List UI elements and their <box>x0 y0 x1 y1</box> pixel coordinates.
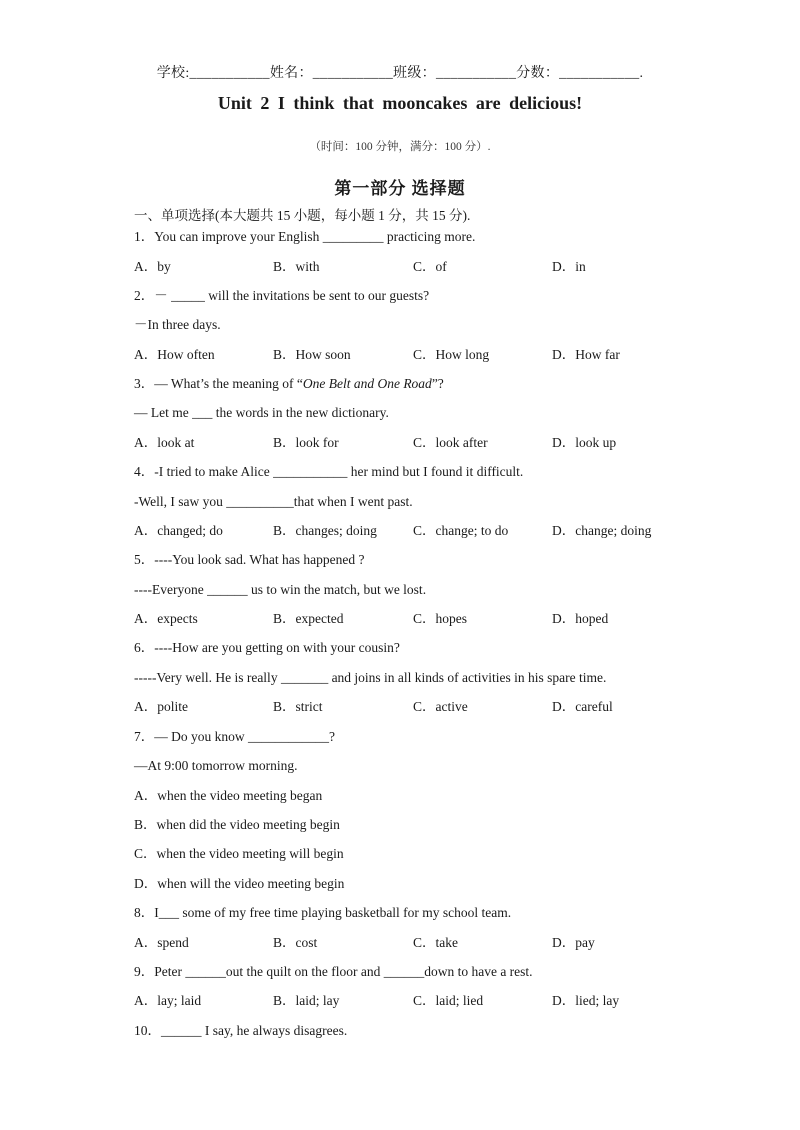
question-2-reply: －In three days. <box>134 317 221 332</box>
part-title: 第一部分 选择题 <box>334 179 466 198</box>
question-5-option-d: D．hoped <box>552 611 609 626</box>
question-4-option-c: C．change; to do <box>413 523 509 538</box>
question-1-option-b: B．with <box>273 259 320 274</box>
question-8-option-c: C．take <box>413 935 458 950</box>
question-7-option-d: D．when will the video meeting begin <box>134 876 345 891</box>
question-4-reply: -Well, I saw you __________that when I went past. <box>134 494 413 509</box>
question-5-option-c: C．hopes <box>413 611 467 626</box>
question-3-stem-pre: 3．— What’s the meaning of “ <box>134 376 303 391</box>
question-3-option-c: C．look after <box>413 435 488 450</box>
question-3-stem-post: ”? <box>431 376 444 391</box>
question-9-option-b: B．laid; lay <box>273 993 340 1008</box>
unit-title: Unit 2 I think that mooncakes are delicious! <box>217 93 583 113</box>
question-8-stem: 8．I___ some of my free time playing basketball for my school team. <box>134 905 512 920</box>
question-1-stem: 1．You can improve your English _________ practicing more. <box>134 229 476 244</box>
question-9-option-d: D．lied; lay <box>552 993 620 1008</box>
question-5-option-b: B．expected <box>273 611 344 626</box>
question-4-option-d: D．change; doing <box>552 523 652 538</box>
question-6-option-a: A．polite <box>134 699 188 714</box>
time-score-note: （时间：100 分钟，满分：100 分）. <box>309 141 491 153</box>
question-6-option-c: C．active <box>413 699 468 714</box>
question-2-stem: 2．－ _____ will the invitations be sent to our guests? <box>134 288 430 303</box>
question-1-option-d: D．in <box>552 259 586 274</box>
section-heading: 一、单项选择(本大题共 15 小题，每小题 1 分，共 15 分). <box>134 208 471 223</box>
question-8-option-d: D．pay <box>552 935 595 950</box>
question-8-option-a: A．spend <box>134 935 189 950</box>
question-3-option-b: B．look for <box>273 435 339 450</box>
question-2-option-d: D．How far <box>552 347 620 362</box>
question-4-stem: 4．-I tried to make Alice ___________ her mind but I found it difficult. <box>134 464 524 479</box>
question-4-option-b: B．changes; doing <box>273 523 377 538</box>
question-7-option-c: C．when the video meeting will begin <box>134 846 344 861</box>
question-5-option-a: A．expects <box>134 611 198 626</box>
question-8-option-b: B．cost <box>273 935 318 950</box>
question-4-option-a: A．changed; do <box>134 523 223 538</box>
question-1-option-c: C．of <box>413 259 447 274</box>
question-2-option-c: C．How long <box>413 347 490 362</box>
question-5-stem: 5．----You look sad. What has happened ? <box>134 552 365 567</box>
question-2-option-a: A．How often <box>134 347 215 362</box>
question-9-option-a: A．lay; laid <box>134 993 202 1008</box>
question-3-stem <box>134 374 444 394</box>
question-6-option-b: B．strict <box>273 699 323 714</box>
question-6-stem: 6．----How are you getting on with your cousin? <box>134 640 400 655</box>
question-10-stem: 10．______ I say, he always disagrees. <box>134 1023 348 1038</box>
question-3-option-d: D．look up <box>552 435 617 450</box>
question-7-stem: 7．— Do you know ____________? <box>134 729 335 744</box>
question-7-reply: —At 9:00 tomorrow morning. <box>134 758 298 773</box>
question-2-option-b: B．How soon <box>273 347 351 362</box>
question-3-reply: — Let me ___ the words in the new dictionary. <box>134 405 389 420</box>
question-7-option-b: B．when did the video meeting begin <box>134 817 340 832</box>
student-info-line: 学校:___________姓名：___________班级：___________分数：___________. <box>156 66 644 81</box>
question-5-reply: ----Everyone ______ us to win the match, but we lost. <box>134 582 427 597</box>
question-9-stem: 9．Peter ______out the quilt on the floor and ______down to have a rest. <box>134 964 533 979</box>
question-1-option-a: A．by <box>134 259 171 274</box>
question-6-reply: -----Very well. He is really _______ and joins in all kinds of activities in his spare time. <box>134 670 607 685</box>
question-7-option-a: A．when the video meeting began <box>134 788 323 803</box>
question-3-option-a: A．look at <box>134 435 195 450</box>
question-6-option-d: D．careful <box>552 699 613 714</box>
question-3-stem-italic: One Belt and One Road <box>302 376 432 391</box>
question-9-option-c: C．laid; lied <box>413 993 484 1008</box>
